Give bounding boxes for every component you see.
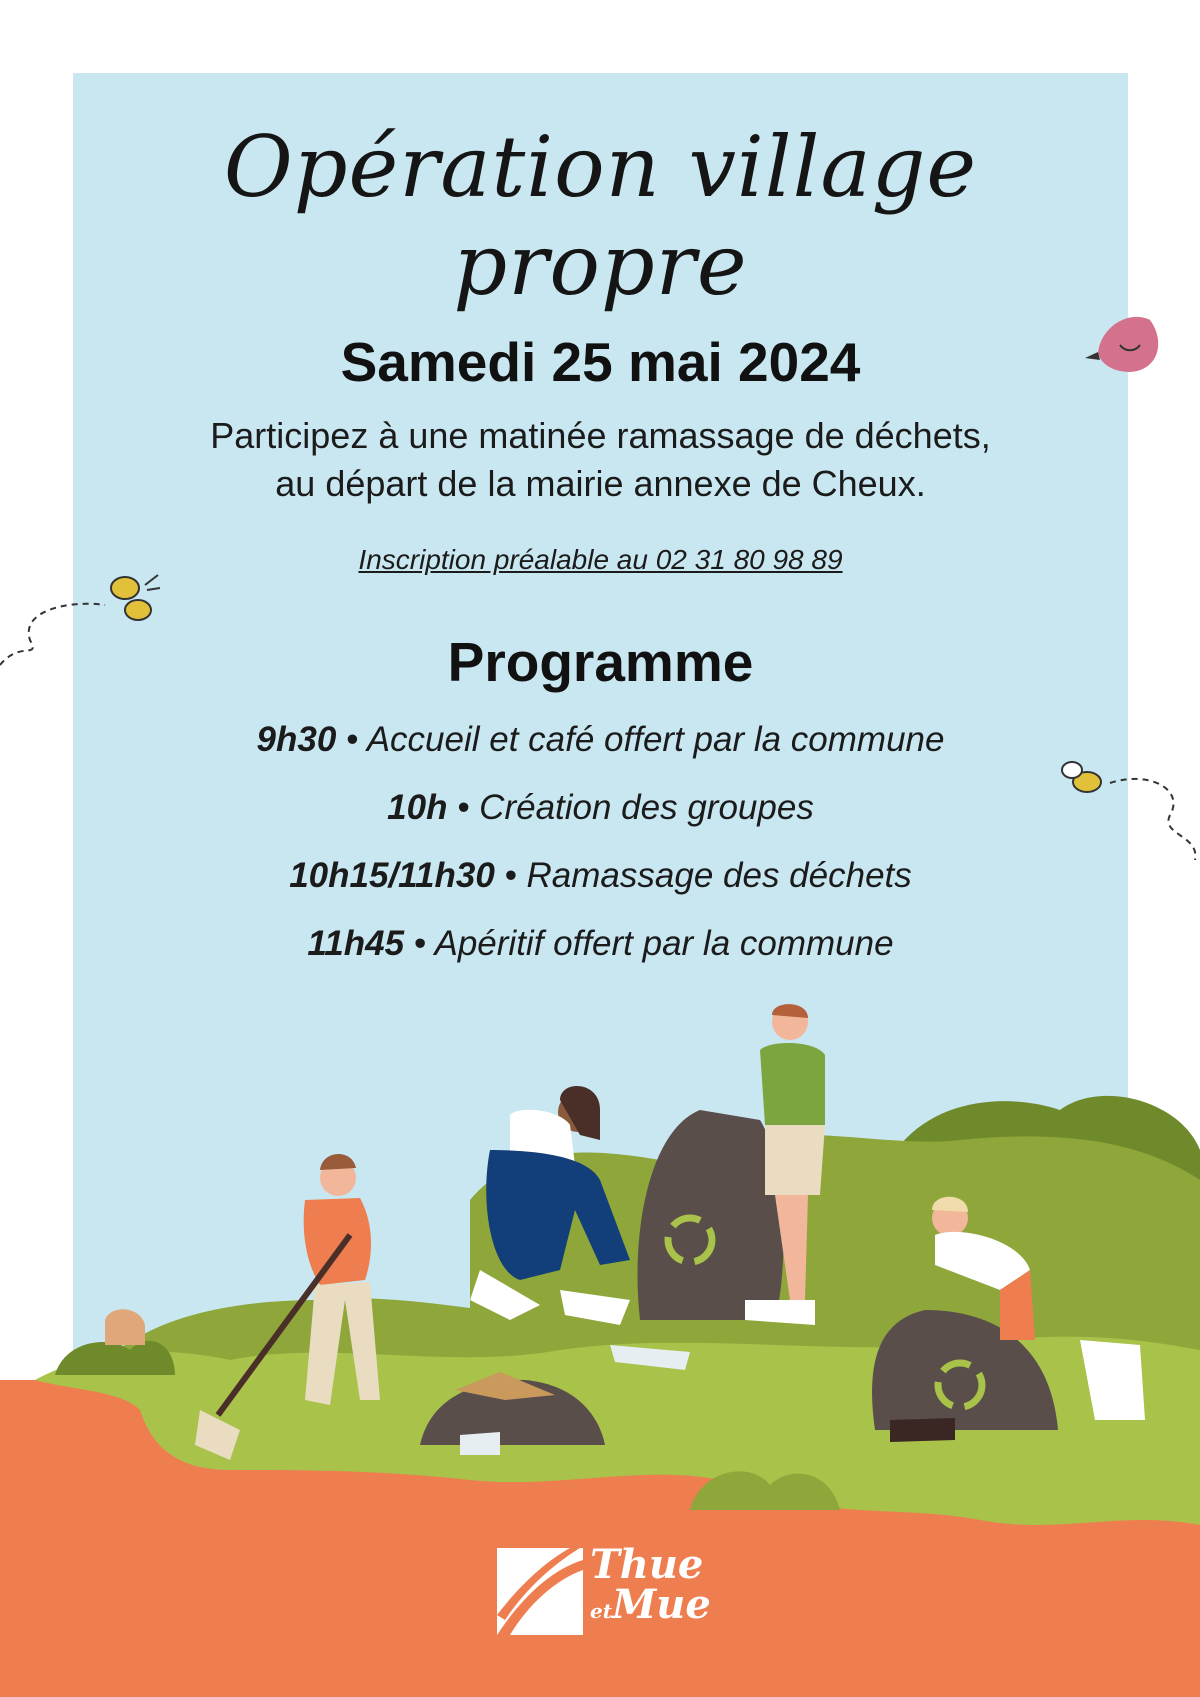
bee-icon (1062, 762, 1195, 860)
logo-line-2 (590, 1581, 711, 1631)
program-time: 9h30 (256, 720, 337, 759)
logo-mue: Mue (611, 1581, 711, 1628)
program-time: 10h (387, 788, 448, 827)
program-time: 11h45 (307, 924, 405, 963)
program-title: Programme (447, 631, 754, 693)
logo-et: et (590, 1599, 612, 1623)
program-text: • Accueil et café offert par la commune (336, 720, 945, 759)
intro-line: au départ de la mairie annexe de Cheux. (275, 463, 926, 504)
program-text: • Apéritif offert par la commune (404, 924, 894, 963)
program-time: 10h15/11h30 (289, 856, 495, 895)
program-text: • Création des groupes (447, 788, 814, 827)
poster-title: Opération village propre (223, 118, 978, 314)
butterfly-icon (0, 575, 160, 665)
event-date: Samedi 25 mai 2024 (340, 331, 861, 393)
intro-line: Participez à une matinée ramassage de déchets, (210, 415, 991, 456)
litter (105, 1309, 145, 1345)
logo-line-1: Thue (590, 1541, 704, 1588)
signup-note: Inscription préalable au 02 31 80 98 89 (358, 544, 843, 575)
trash-bag (638, 1110, 784, 1320)
litter (460, 1432, 500, 1455)
logo-text (590, 1541, 711, 1631)
bird-icon (1085, 317, 1158, 372)
bush (55, 1341, 175, 1375)
logo (495, 1541, 711, 1637)
program-text: • Ramassage des déchets (494, 856, 912, 895)
litter (890, 1418, 955, 1442)
